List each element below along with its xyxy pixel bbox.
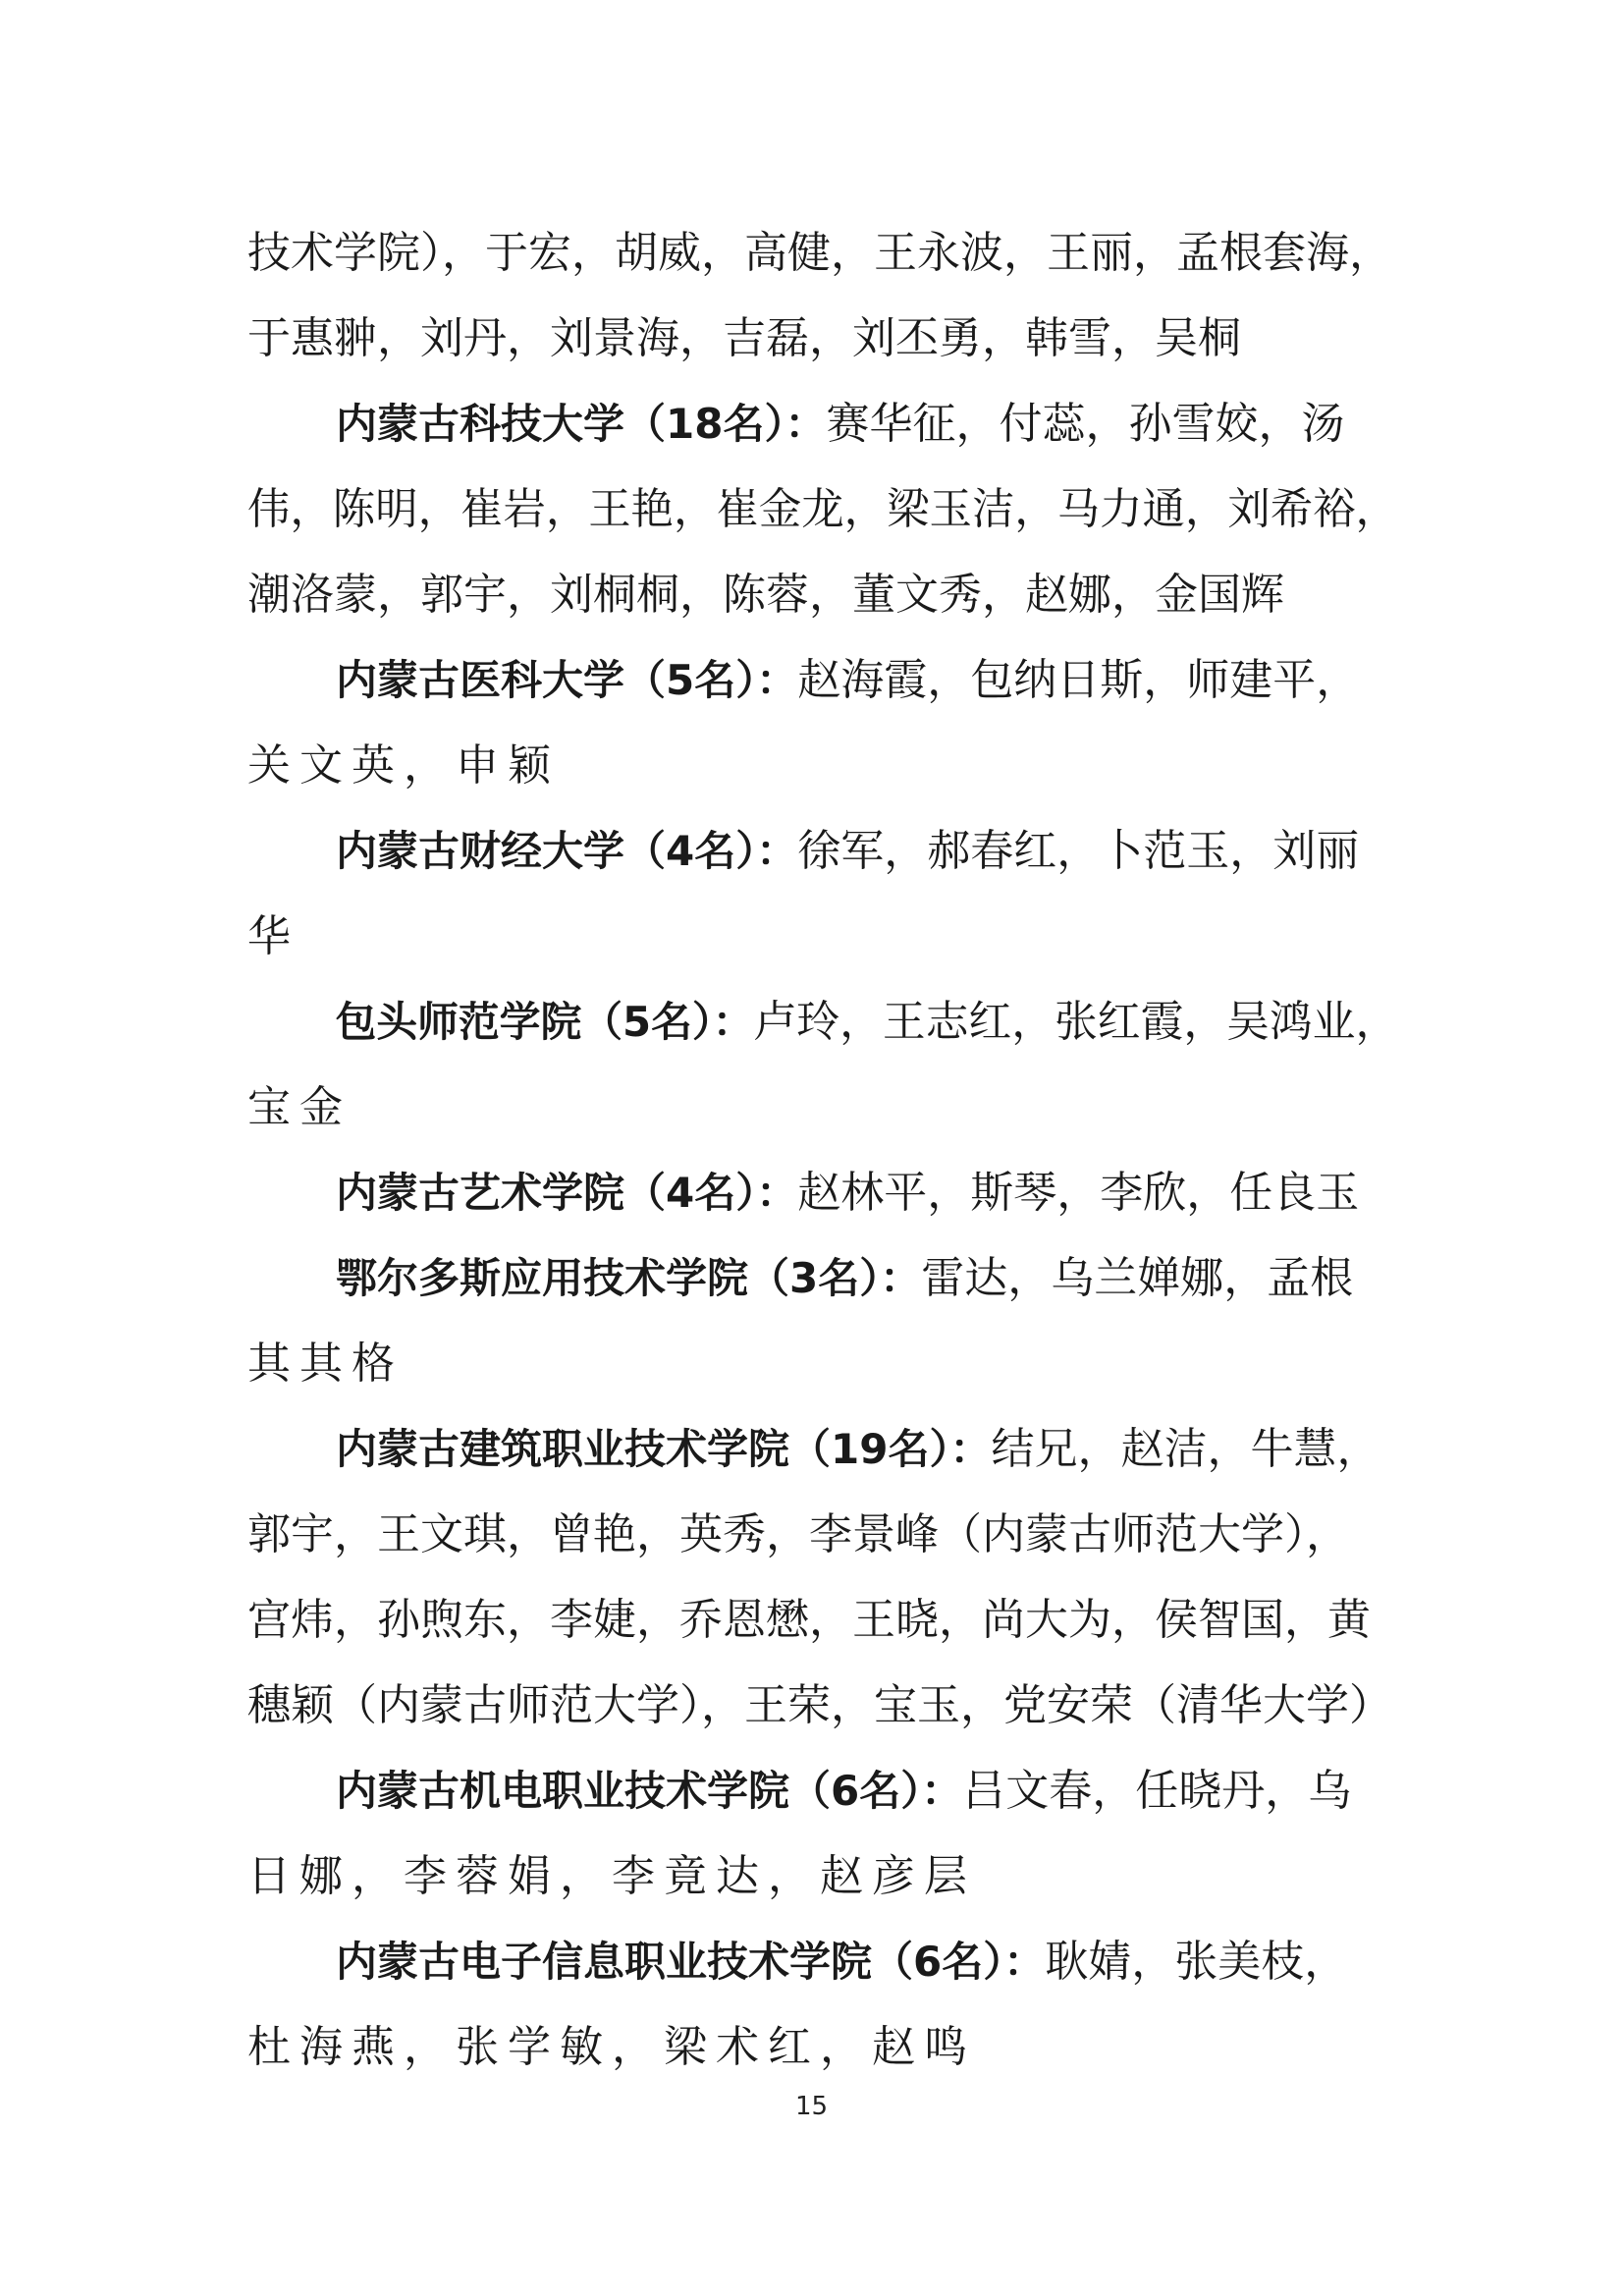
names-text: 宫炜，孙煦东，李婕，乔恩懋，王晓，尚大为，侯智国，黄: [247, 1595, 1371, 1645]
text-line-4: [247, 466, 1398, 552]
page-number: 15: [794, 2092, 829, 2121]
institution-name: 内蒙古艺术学院（4名）：: [336, 1169, 798, 1217]
text-line-7: [247, 723, 1398, 808]
institution-name: 内蒙古电子信息职业技术学院（6名）：: [336, 1938, 1046, 1986]
names-text: 雷达，乌兰婵娜，孟根: [921, 1253, 1354, 1303]
names-text: 郭宇，王文琪，曾艳，英秀，李景峰（内蒙古师范大学），: [247, 1509, 1349, 1559]
text-line-21: [247, 1919, 1398, 2004]
names-text: 耿婧，张美枝，: [1045, 1937, 1348, 1987]
names-text: 徐军，郝春红，卜范玉，刘丽: [797, 826, 1360, 876]
names-text: 伟，陈明，崔岩，王艳，崔金龙，梁玉洁，马力通，刘希裕，: [247, 484, 1398, 534]
text-line-5: [247, 552, 1398, 637]
text-line-22: [247, 2004, 1398, 2090]
text-line-17: [247, 1577, 1398, 1663]
document-body: [247, 210, 1398, 2090]
names-text: 其其格: [247, 1339, 404, 1389]
institution-name: 内蒙古机电职业技术学院（6名）：: [336, 1767, 963, 1815]
names-text: 卢玲，王志红，张红霞，吴鸿业，: [753, 997, 1399, 1047]
text-line-11: [247, 1065, 1398, 1150]
names-text: 赵海霞，包纳日斯，师建平，: [797, 655, 1360, 705]
names-text: 穗颖（内蒙古师范大学），王荣，宝玉，党安荣（清华大学）: [247, 1680, 1392, 1730]
names-text: 关文英，申颖: [247, 740, 560, 791]
text-line-16: [247, 1492, 1398, 1577]
text-line-8: [247, 808, 1398, 894]
names-text: 杜海燕，张学敏，梁术红，赵鸣: [247, 2022, 976, 2072]
names-text: 赵林平，斯琴，李欣，任良玉: [797, 1168, 1360, 1218]
names-text: 华: [247, 911, 299, 961]
text-line-10: [247, 979, 1399, 1065]
institution-name: 内蒙古财经大学（4名）：: [336, 827, 798, 875]
text-line-20: [247, 1833, 1398, 1919]
names-text: 赛华征，付蕊，孙雪姣，汤: [826, 399, 1345, 449]
text-line-3: [247, 381, 1398, 466]
text-line-19: [247, 1748, 1398, 1833]
text-line-13: [247, 1235, 1398, 1321]
text-line-1: [247, 210, 1398, 296]
text-line-18: [247, 1663, 1398, 1748]
institution-name: 包头师范学院（5名）：: [335, 998, 754, 1046]
names-text: 技术学院），于宏，胡威，高健，王永波，王丽，孟根套海，: [247, 228, 1392, 278]
names-text: 潮洛蒙，郭宇，刘桐桐，陈蓉，董文秀，赵娜，金国辉: [247, 570, 1284, 620]
text-line-2: [247, 296, 1398, 381]
names-text: 结兄，赵洁，牛慧，: [991, 1424, 1380, 1474]
text-line-9: [247, 894, 1398, 979]
text-line-15: [247, 1406, 1398, 1492]
names-text: 吕文春，任晓丹，乌: [962, 1766, 1352, 1816]
names-text: 于惠翀，刘丹，刘景海，吉磊，刘丕勇，韩雪，吴桐: [247, 313, 1241, 363]
names-text: 宝金: [247, 1082, 352, 1132]
text-line-6: [247, 637, 1398, 723]
text-line-12: [247, 1150, 1398, 1235]
institution-name: 内蒙古医科大学（5名）：: [336, 656, 798, 704]
institution-name: 内蒙古建筑职业技术学院（19名）：: [336, 1425, 992, 1473]
institution-name: 鄂尔多斯应用技术学院（3名）：: [336, 1254, 922, 1302]
text-line-14: [247, 1321, 1398, 1406]
institution-name: 内蒙古科技大学（18名）：: [336, 400, 827, 448]
names-text: 日娜，李蓉娟，李竟达，赵彦层: [247, 1851, 976, 1901]
